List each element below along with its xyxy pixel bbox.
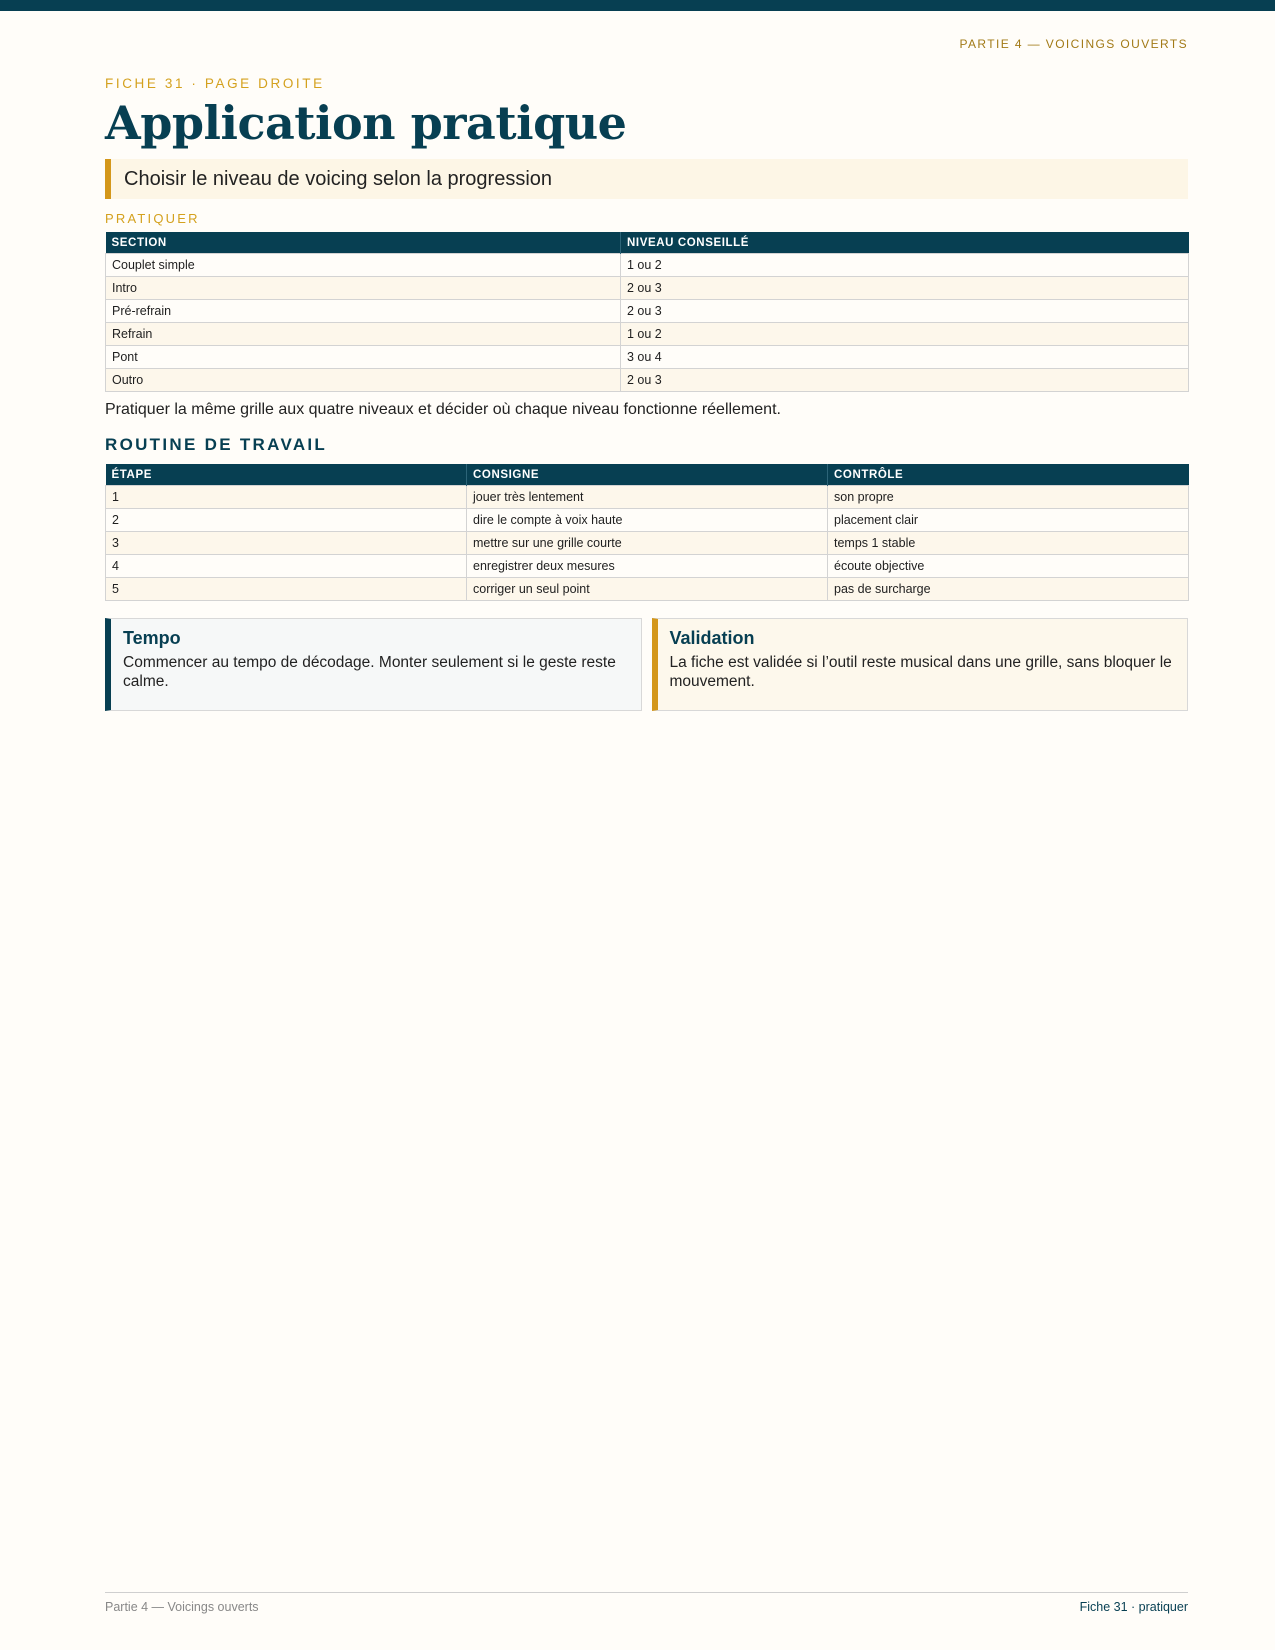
practice-table — [105, 232, 1189, 392]
cell-step: 1 — [106, 486, 467, 509]
info-cards — [105, 618, 1188, 711]
cell-level: 2 ou 3 — [621, 277, 1189, 300]
table-header-row — [106, 464, 1189, 486]
tempo-card — [105, 618, 642, 711]
practice-section-label: PRATIQUER — [105, 211, 200, 226]
table-row — [106, 254, 1189, 277]
table-row — [106, 300, 1189, 323]
routine-table — [105, 464, 1189, 601]
subtitle-text: Choisir le niveau de voicing selon la progression — [124, 167, 553, 190]
cell-instruction: mettre sur une grille courte — [467, 532, 828, 555]
cell-check: son propre — [828, 486, 1189, 509]
table-row — [106, 369, 1189, 392]
column-header-check: CONTRÔLE — [828, 464, 1189, 486]
table-row — [106, 277, 1189, 300]
cell-step: 2 — [106, 509, 467, 532]
routine-heading: ROUTINE DE TRAVAIL — [105, 435, 328, 454]
cell-level: 1 ou 2 — [621, 323, 1189, 346]
table-row — [106, 346, 1189, 369]
tempo-card-title: Tempo — [123, 628, 181, 648]
footer-sheet-label: Fiche 31 · pratiquer — [1079, 1600, 1188, 1614]
validation-card-title: Validation — [669, 628, 755, 648]
cell-section: Refrain — [106, 323, 621, 346]
cell-instruction: enregistrer deux mesures — [467, 555, 828, 578]
table-row — [106, 509, 1189, 532]
cell-step: 3 — [106, 532, 467, 555]
cell-check: pas de surcharge — [828, 578, 1189, 601]
cell-section: Outro — [106, 369, 621, 392]
cell-level: 2 ou 3 — [621, 300, 1189, 323]
footer-part-label: Partie 4 — Voicings ouverts — [105, 1600, 259, 1614]
cell-level: 1 ou 2 — [621, 254, 1189, 277]
column-header-level: NIVEAU CONSEILLÉ — [621, 232, 1189, 254]
top-color-band — [0, 0, 1275, 11]
table-row — [106, 578, 1189, 601]
page-content — [105, 76, 1188, 711]
cell-instruction: dire le compte à voix haute — [467, 509, 828, 532]
cell-section: Pont — [106, 346, 621, 369]
column-header-step: ÉTAPE — [106, 464, 467, 486]
eyebrow-label: FICHE 31 · PAGE DROITE — [105, 76, 325, 91]
column-header-instruction: CONSIGNE — [467, 464, 828, 486]
cell-instruction: corriger un seul point — [467, 578, 828, 601]
cell-check: temps 1 stable — [828, 532, 1189, 555]
cell-level: 3 ou 4 — [621, 346, 1189, 369]
cell-section: Pré-refrain — [106, 300, 621, 323]
cell-check: écoute objective — [828, 555, 1189, 578]
cell-section: Couplet simple — [106, 254, 621, 277]
table-row — [106, 532, 1189, 555]
table-row — [106, 323, 1189, 346]
validation-card — [652, 618, 1189, 711]
table-row — [106, 486, 1189, 509]
table-header-row — [106, 232, 1189, 254]
cell-instruction: jouer très lentement — [467, 486, 828, 509]
cell-check: placement clair — [828, 509, 1189, 532]
tempo-card-text: Commencer au tempo de décodage. Monter seulement si le geste reste calme. — [123, 654, 616, 690]
cell-step: 4 — [106, 555, 467, 578]
practice-note: Pratiquer la même grille aux quatre niveaux et décider où chaque niveau fonctionne réellement. — [105, 401, 781, 418]
cell-level: 2 ou 3 — [621, 369, 1189, 392]
validation-card-text: La fiche est validée si l’outil reste musical dans une grille, sans bloquer le mouvement. — [669, 654, 1172, 690]
table-row — [106, 555, 1189, 578]
cell-section: Intro — [106, 277, 621, 300]
subtitle-callout — [105, 159, 1188, 199]
page-footer — [105, 1592, 1188, 1614]
column-header-section: SECTION — [106, 232, 621, 254]
running-head: PARTIE 4 — VOICINGS OUVERTS — [959, 37, 1188, 51]
cell-step: 5 — [106, 578, 467, 601]
page-title: Application pratique — [105, 96, 627, 150]
